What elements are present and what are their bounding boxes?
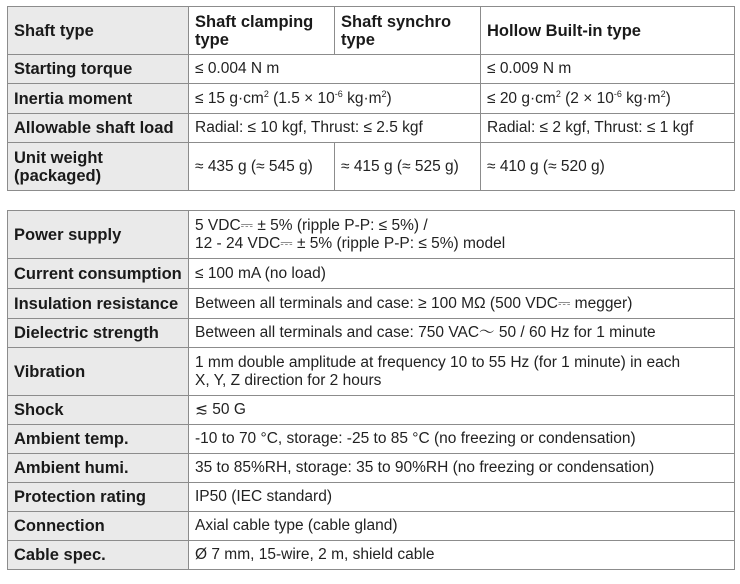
- value-starting-torque-shaft: ≤ 0.004 N m: [189, 55, 481, 84]
- inertia-hollow-part: kg·m: [621, 89, 661, 107]
- table-row-shock: [8, 396, 735, 425]
- header-shaft-synchro: Shaft synchro type: [335, 7, 481, 55]
- inertia-shaft-exp: 2: [263, 88, 269, 99]
- value-cable-spec: Ø 7 mm, 15-wire, 2 m, shield cable: [189, 541, 735, 570]
- spec-table-electrical: [7, 210, 735, 570]
- inertia-shaft-part: ≤ 15 g·cm: [195, 89, 264, 107]
- value-shock: ≲ 50 G: [189, 396, 735, 425]
- inertia-hollow-exp: 2: [555, 88, 561, 99]
- inertia-shaft-exp: -6: [334, 88, 343, 99]
- row-label-dielectric-strength: Dielectric strength: [8, 319, 189, 348]
- row-label-shock: Shock: [8, 396, 189, 425]
- row-label-current-consumption: Current consumption: [8, 259, 189, 289]
- row-label-protection-rating: Protection rating: [8, 483, 189, 512]
- value-unit-weight-synchro: ≈ 415 g (≈ 525 g): [335, 143, 481, 191]
- header-hollow-built-in: Hollow Built-in type: [481, 7, 735, 55]
- table-row-insulation-resistance: [8, 289, 735, 319]
- table-row-inertia-moment: [8, 84, 735, 114]
- value-connection: Axial cable type (cable gland): [189, 512, 735, 541]
- row-label-cable-spec: Cable spec.: [8, 541, 189, 570]
- row-label-starting-torque: Starting torque: [8, 55, 189, 84]
- value-starting-torque-hollow: ≤ 0.009 N m: [481, 55, 735, 84]
- value-ambient-temp: -10 to 70 °C, storage: -25 to 85 °C (no freezing or condensation): [189, 425, 735, 454]
- row-label-ambient-temp: Ambient temp.: [8, 425, 189, 454]
- table-row-shaft-type: [8, 7, 735, 55]
- table-row-ambient-humi: [8, 454, 735, 483]
- table-row-cable-spec: [8, 541, 735, 570]
- value-unit-weight-hollow: ≈ 410 g (≈ 520 g): [481, 143, 735, 191]
- table-row-starting-torque: [8, 55, 735, 84]
- inertia-shaft-exp: 2: [381, 88, 387, 99]
- value-inertia-moment-shaft: [189, 84, 481, 114]
- table-row-ambient-temp: [8, 425, 735, 454]
- row-label-shaft-type: Shaft type: [8, 7, 189, 55]
- value-unit-weight-clamping: ≈ 435 g (≈ 545 g): [189, 143, 335, 191]
- row-label-power-supply: Power supply: [8, 211, 189, 259]
- table-row-protection-rating: [8, 483, 735, 512]
- row-label-allowable-shaft-load: Allowable shaft load: [8, 114, 189, 143]
- value-vibration: 1 mm double amplitude at frequency 10 to 55 Hz (for 1 minute) in each X, Y, Z direction for 2 hours: [189, 348, 735, 396]
- row-label-unit-weight: Unit weight (packaged): [8, 143, 189, 191]
- table-row-unit-weight: [8, 143, 735, 191]
- table-row-vibration: [8, 348, 735, 396]
- value-protection-rating: IP50 (IEC standard): [189, 483, 735, 512]
- row-label-insulation-resistance: Insulation resistance: [8, 289, 189, 319]
- value-shaft-load-shaft: Radial: ≤ 10 kgf, Thrust: ≤ 2.5 kgf: [189, 114, 481, 143]
- row-label-ambient-humi: Ambient humi.: [8, 454, 189, 483]
- value-current-consumption: ≤ 100 mA (no load): [189, 259, 735, 289]
- row-label-inertia-moment: Inertia moment: [8, 84, 189, 114]
- inertia-hollow-part: (2 × 10: [560, 89, 614, 107]
- inertia-hollow-part: ): [665, 89, 671, 107]
- table-row-current-consumption: [8, 259, 735, 289]
- table-row-dielectric-strength: [8, 319, 735, 348]
- table-row-allowable-shaft-load: [8, 114, 735, 143]
- header-shaft-clamping: Shaft clamping type: [189, 7, 335, 55]
- inertia-hollow-exp: -6: [613, 88, 622, 99]
- value-power-supply: 5 VDC⎓ ± 5% (ripple P-P: ≤ 5%) / 12 - 24 VDC⎓ ± 5% (ripple P-P: ≤ 5%) model: [189, 211, 735, 259]
- value-ambient-humi: 35 to 85%RH, storage: 35 to 90%RH (no freezing or condensation): [189, 454, 735, 483]
- inertia-shaft-part: kg·m: [342, 89, 382, 107]
- table-row-power-supply: [8, 211, 735, 259]
- inertia-hollow-exp: 2: [660, 88, 666, 99]
- row-label-connection: Connection: [8, 512, 189, 541]
- inertia-shaft-part: (1.5 × 10: [268, 89, 335, 107]
- inertia-shaft-part: ): [386, 89, 392, 107]
- row-label-vibration: Vibration: [8, 348, 189, 396]
- table-row-connection: [8, 512, 735, 541]
- value-dielectric-strength: Between all terminals and case: 750 VAC～ 50 / 60 Hz for 1 minute: [189, 319, 735, 348]
- inertia-hollow-part: ≤ 20 g·cm: [487, 89, 556, 107]
- value-shaft-load-hollow: Radial: ≤ 2 kgf, Thrust: ≤ 1 kgf: [481, 114, 735, 143]
- value-inertia-moment-hollow: [481, 84, 735, 114]
- spec-table-mechanical: [7, 6, 735, 191]
- value-insulation-resistance: Between all terminals and case: ≥ 100 MΩ (500 VDC⎓ megger): [189, 289, 735, 319]
